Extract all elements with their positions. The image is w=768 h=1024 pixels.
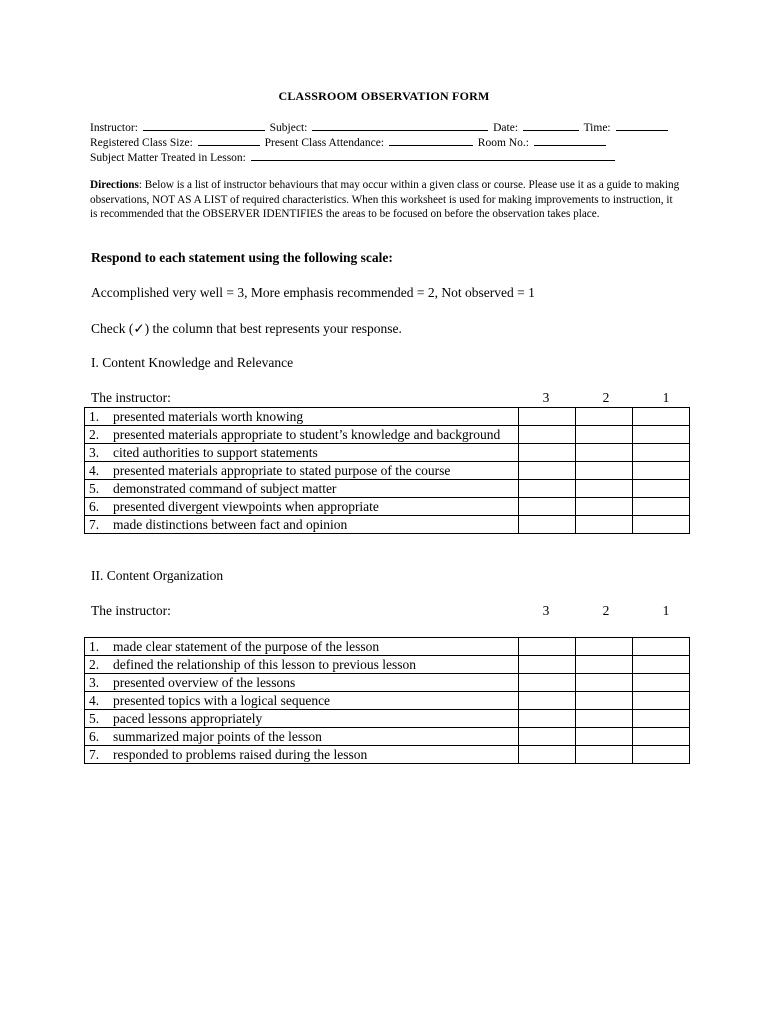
item-cell <box>85 728 519 746</box>
section-1-column-header <box>91 390 690 408</box>
room-field[interactable] <box>534 134 606 146</box>
section-1-scale-2: 2 <box>602 390 610 405</box>
item-text: paced lessons appropriately <box>113 711 263 726</box>
respond-heading: Respond to each statement using the following scale: <box>91 250 393 265</box>
section-1-table <box>84 407 690 534</box>
rating-box-1[interactable] <box>633 408 690 426</box>
item-text: cited authorities to support statements <box>113 445 318 460</box>
item-text: made distinctions between fact and opinion <box>113 517 348 532</box>
rating-box-2[interactable] <box>576 656 633 674</box>
rating-box-1[interactable] <box>633 674 690 692</box>
rating-box-1[interactable] <box>633 710 690 728</box>
item-cell <box>85 480 519 498</box>
table-row <box>85 516 690 534</box>
rating-box-1[interactable] <box>633 692 690 710</box>
rating-box-3[interactable] <box>519 426 576 444</box>
rating-box-1[interactable] <box>633 480 690 498</box>
section-title-content-organization: II. Content Organization <box>91 568 224 583</box>
check-instruction: Check (✓) the column that best represents your response. <box>91 321 402 336</box>
rating-box-3[interactable] <box>519 638 576 656</box>
item-cell <box>85 444 519 462</box>
attendance-field[interactable] <box>389 134 473 146</box>
item-text: summarized major points of the lesson <box>113 729 322 744</box>
table-row <box>85 674 690 692</box>
rating-box-2[interactable] <box>576 692 633 710</box>
header-line-3 <box>90 149 617 164</box>
rating-box-2[interactable] <box>576 746 633 764</box>
room-label: Room No.: <box>477 137 529 149</box>
rating-box-1[interactable] <box>633 498 690 516</box>
subject-matter-label: Subject Matter Treated in Lesson: <box>90 152 246 164</box>
subject-label: Subject: <box>269 122 308 134</box>
item-number: 3. <box>89 675 100 690</box>
item-cell <box>85 516 519 534</box>
instructor-field[interactable] <box>143 119 265 131</box>
directions-paragraph <box>90 178 680 222</box>
time-label: Time: <box>583 122 611 134</box>
date-label: Date: <box>493 122 519 134</box>
item-cell <box>85 674 519 692</box>
item-text: responded to problems raised during the lesson <box>113 747 368 762</box>
item-cell <box>85 746 519 764</box>
section-2-scale-2: 2 <box>602 603 610 618</box>
rating-box-3[interactable] <box>519 516 576 534</box>
directions-text: : Below is a list of instructor behaviours that may occur within a given class or course. Please use it as a guide to making observations, NOT AS A LIST of required characteristics. When this worksheet is used for making improvements to instruction, it is recommended that the OBSERVER IDENTIFIES the areas to be focused on before the observation takes place. <box>90 179 680 220</box>
item-text: presented topics with a logical sequence <box>113 693 331 708</box>
rating-box-2[interactable] <box>576 462 633 480</box>
item-cell <box>85 462 519 480</box>
section-1-scale-1: 1 <box>662 390 670 405</box>
rating-box-2[interactable] <box>576 426 633 444</box>
table-row <box>85 444 690 462</box>
table-row <box>85 408 690 426</box>
rating-box-1[interactable] <box>633 462 690 480</box>
form-title: CLASSROOM OBSERVATION FORM <box>278 89 490 103</box>
rating-box-3[interactable] <box>519 674 576 692</box>
rating-box-2[interactable] <box>576 408 633 426</box>
section-2-scale-3: 3 <box>542 603 550 618</box>
item-cell <box>85 426 519 444</box>
item-text: presented materials worth knowing <box>113 409 304 424</box>
rating-box-1[interactable] <box>633 728 690 746</box>
item-text: presented materials appropriate to stated purpose of the course <box>113 463 451 478</box>
item-text: demonstrated command of subject matter <box>113 481 337 496</box>
item-text: made clear statement of the purpose of the lesson <box>113 639 380 654</box>
directions-lead: Directions <box>90 179 139 191</box>
section-2-scale-1: 1 <box>662 603 670 618</box>
item-number: 6. <box>89 729 100 744</box>
table-row <box>85 746 690 764</box>
section-1-scale-3: 3 <box>542 390 550 405</box>
rating-box-3[interactable] <box>519 656 576 674</box>
rating-box-2[interactable] <box>576 710 633 728</box>
item-cell <box>85 408 519 426</box>
subject-matter-field[interactable] <box>251 149 615 161</box>
section-1-lead: The instructor: <box>91 390 171 405</box>
rating-box-2[interactable] <box>576 674 633 692</box>
attendance-label: Present Class Attendance: <box>264 137 385 149</box>
item-number: 1. <box>89 639 100 654</box>
item-cell <box>85 498 519 516</box>
rating-box-3[interactable] <box>519 480 576 498</box>
rating-box-3[interactable] <box>519 444 576 462</box>
rating-box-2[interactable] <box>576 516 633 534</box>
rating-box-1[interactable] <box>633 444 690 462</box>
table-row <box>85 656 690 674</box>
rating-box-1[interactable] <box>633 426 690 444</box>
rating-box-3[interactable] <box>519 692 576 710</box>
section-2-table <box>84 637 690 764</box>
rating-box-1[interactable] <box>633 746 690 764</box>
header-line-2 <box>90 134 608 149</box>
rating-box-1[interactable] <box>633 656 690 674</box>
item-text: presented overview of the lessons <box>113 675 296 690</box>
item-number: 4. <box>89 693 100 708</box>
rating-box-3[interactable] <box>519 498 576 516</box>
rating-box-3[interactable] <box>519 462 576 480</box>
item-number: 1. <box>89 409 100 424</box>
rating-box-2[interactable] <box>576 444 633 462</box>
item-number: 7. <box>89 517 100 532</box>
table-row <box>85 426 690 444</box>
item-cell <box>85 656 519 674</box>
class-size-field[interactable] <box>198 134 260 146</box>
rating-box-3[interactable] <box>519 728 576 746</box>
table-row <box>85 480 690 498</box>
subject-field[interactable] <box>312 119 488 131</box>
rating-box-2[interactable] <box>576 728 633 746</box>
rating-box-1[interactable] <box>633 516 690 534</box>
time-field[interactable] <box>616 119 668 131</box>
section-2-column-header <box>91 603 690 621</box>
item-number: 2. <box>89 427 100 442</box>
item-text: presented divergent viewpoints when appropriate <box>113 499 379 514</box>
section-title-content-knowledge: I. Content Knowledge and Relevance <box>91 355 294 370</box>
table-row <box>85 728 690 746</box>
item-number: 6. <box>89 499 100 514</box>
item-cell <box>85 692 519 710</box>
rating-box-1[interactable] <box>633 638 690 656</box>
item-text: defined the relationship of this lesson to previous lesson <box>113 657 416 672</box>
item-number: 7. <box>89 747 100 762</box>
rating-box-3[interactable] <box>519 710 576 728</box>
table-row <box>85 710 690 728</box>
class-size-label: Registered Class Size: <box>90 137 193 149</box>
rating-box-2[interactable] <box>576 638 633 656</box>
table-row <box>85 498 690 516</box>
rating-box-2[interactable] <box>576 480 633 498</box>
item-number: 2. <box>89 657 100 672</box>
header-line-1 <box>90 119 670 134</box>
table-row <box>85 462 690 480</box>
item-number: 4. <box>89 463 100 478</box>
scale-description: Accomplished very well = 3, More emphasis recommended = 2, Not observed = 1 <box>91 285 535 300</box>
instructor-label: Instructor: <box>90 122 138 134</box>
rating-box-2[interactable] <box>576 498 633 516</box>
item-text: presented materials appropriate to student’s knowledge and background <box>113 427 501 442</box>
section-2-lead: The instructor: <box>91 603 171 618</box>
rating-box-3[interactable] <box>519 746 576 764</box>
date-field[interactable] <box>523 119 579 131</box>
item-number: 3. <box>89 445 100 460</box>
item-number: 5. <box>89 711 100 726</box>
item-cell <box>85 638 519 656</box>
table-row <box>85 692 690 710</box>
item-number: 5. <box>89 481 100 496</box>
table-row <box>85 638 690 656</box>
item-cell <box>85 710 519 728</box>
rating-box-3[interactable] <box>519 408 576 426</box>
